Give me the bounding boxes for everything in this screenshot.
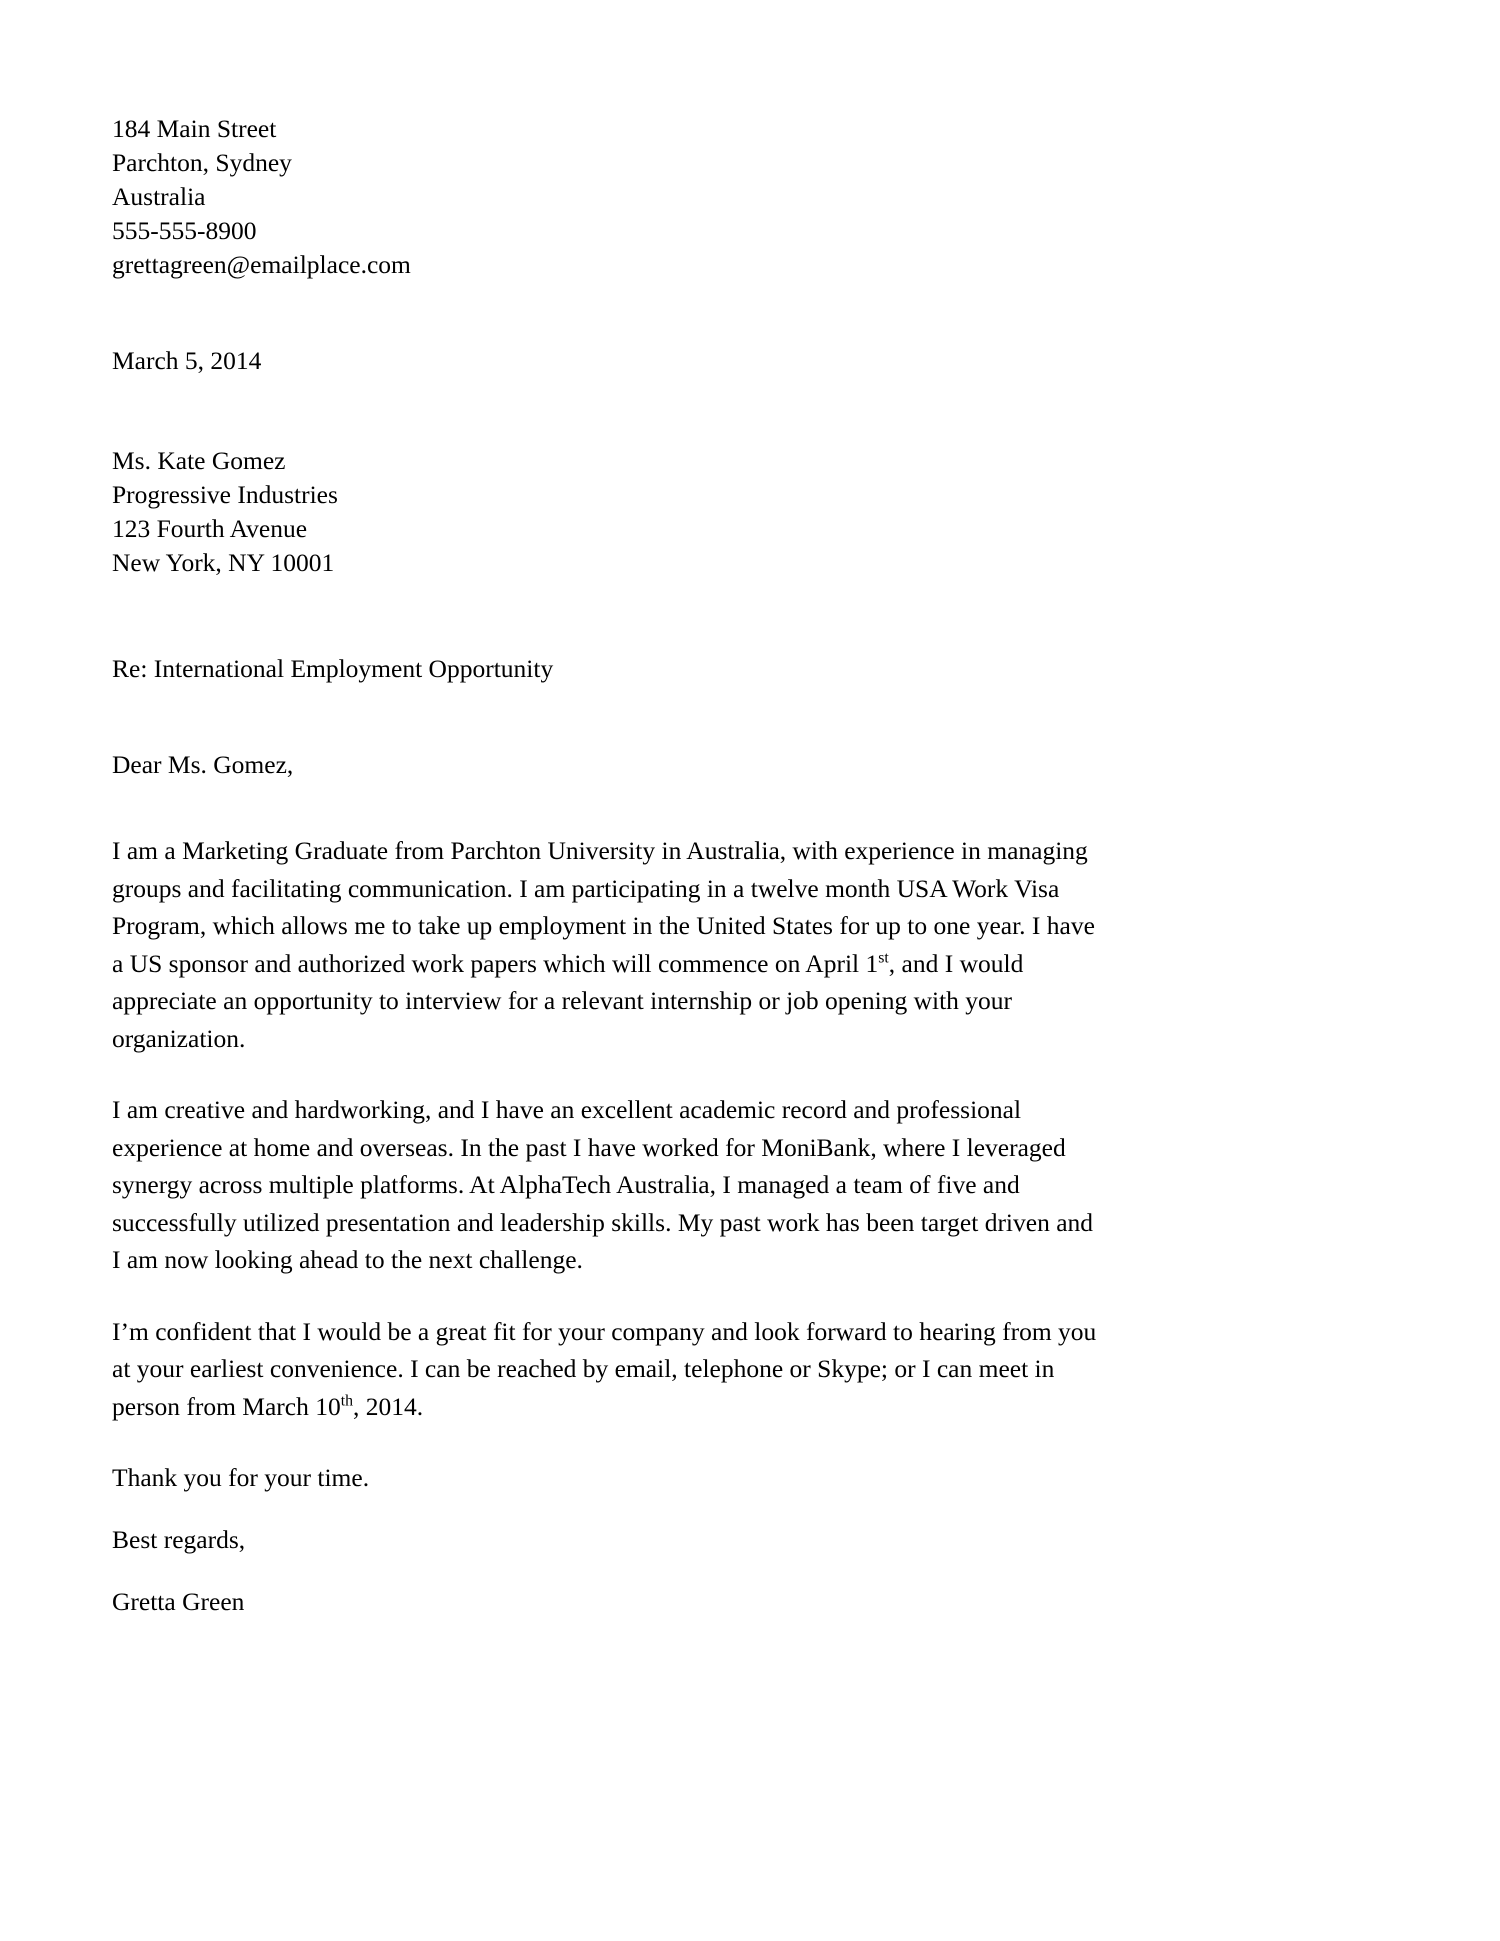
spacer-before-subject <box>112 580 1112 652</box>
closing-salutation: Best regards, <box>112 1525 246 1554</box>
spacer-before-recipient <box>112 378 1112 444</box>
sender-address-block <box>112 112 1112 282</box>
paragraph-3-ordinal-suffix: th <box>340 1392 354 1409</box>
spacer-before-closing <box>112 1495 1112 1523</box>
spacer-before-salutation <box>112 686 1112 748</box>
sender-city: Parchton, Sydney <box>112 148 292 177</box>
spacer-before-signature <box>112 1557 1112 1585</box>
spacer-before-date <box>112 282 1112 344</box>
subject-line: Re: International Employment Opportunity <box>112 654 554 683</box>
paragraph-1-ordinal-suffix: st <box>878 949 889 966</box>
sender-phone: 555-555-8900 <box>112 216 257 245</box>
paragraph-1-text-part-2: , and I would appreciate an opportunity to interview for a relevant internship or job opening with your organization. <box>112 948 1024 1053</box>
body-paragraph-2: I am creative and hardworking, and I have an excellent academic record and professional experience at home and overseas. In the past I have worked for MoniBank, where I leveraged synergy across multiple platforms. At AlphaTech Australia, I managed a team of five and successfully utilized presentation and leadership skills. My past work has been target driven and I am now looking ahead to the next challenge. <box>112 1095 1094 1274</box>
body-paragraph-3 <box>112 1313 1097 1426</box>
sender-email: grettagreen@emailplace.com <box>112 250 411 279</box>
body-paragraph-1 <box>112 832 1097 1057</box>
letter-date: March 5, 2014 <box>112 346 262 375</box>
recipient-city-state-zip: New York, NY 10001 <box>112 548 335 577</box>
recipient-company: Progressive Industries <box>112 480 338 509</box>
sender-street: 184 Main Street <box>112 114 277 143</box>
sender-country: Australia <box>112 182 206 211</box>
thank-you-line: Thank you for your time. <box>112 1463 370 1492</box>
recipient-street: 123 Fourth Avenue <box>112 514 308 543</box>
recipient-address-block <box>112 444 1112 580</box>
paragraph-1-text-part-1: I am a Marketing Graduate from Parchton University in Australia, with experience in managing groups and facilitating communication. I am participating in a twelve month USA Work Visa Program, which allows me to take up employment in the United States for up to one year. I have a US sponsor and authorized work papers which will commence on April 1 <box>112 836 1095 978</box>
signature-name: Gretta Green <box>112 1587 245 1616</box>
spacer-before-thanks <box>112 1425 1112 1461</box>
salutation: Dear Ms. Gomez, <box>112 750 294 779</box>
spacer-before-body <box>112 782 1112 832</box>
letter-body <box>112 112 1112 1619</box>
paragraph-3-text-part-1: I’m confident that I would be a great fit for your company and look forward to hearing from you at your earliest convenience. I can be reached by email, telephone or Skype; or I can meet in person from March 10 <box>112 1316 1097 1421</box>
paragraph-3-text-part-2: , 2014. <box>353 1391 424 1421</box>
recipient-name: Ms. Kate Gomez <box>112 446 286 475</box>
